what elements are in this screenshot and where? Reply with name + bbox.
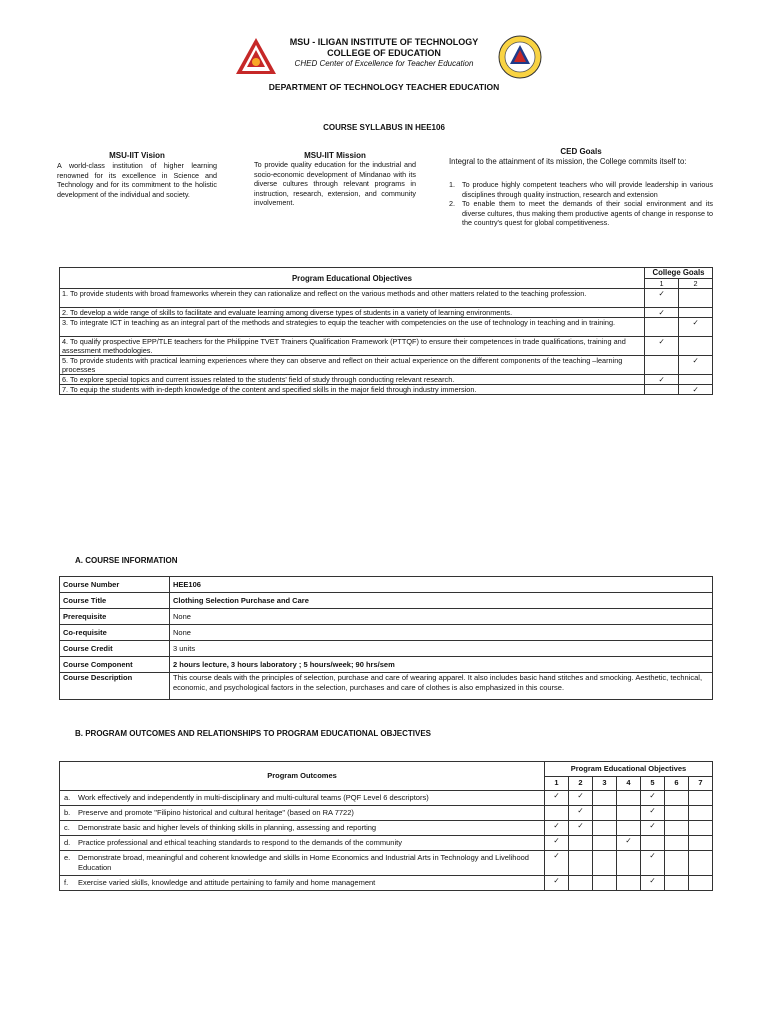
check-mark bbox=[689, 851, 713, 876]
check-mark: ✓ bbox=[545, 791, 569, 806]
peo-text: 2. To develop a wide range of skills to facilitate and evaluate learning among diverse types of students in a variety of learning environments. bbox=[60, 308, 645, 318]
program-outcome-text bbox=[60, 876, 545, 891]
check-mark bbox=[645, 356, 679, 375]
check-mark bbox=[593, 876, 617, 891]
program-outcomes-body bbox=[60, 791, 713, 891]
check-mark: ✓ bbox=[545, 876, 569, 891]
check-mark bbox=[641, 836, 665, 851]
check-mark: ✓ bbox=[679, 385, 713, 395]
outcome-description: Exercise varied skills, knowledge and attitude pertaining to family and home management bbox=[78, 878, 376, 887]
course-info-row bbox=[60, 657, 713, 673]
check-mark bbox=[569, 876, 593, 891]
goal-text: To enable them to meet the demands of their social environment and its diverse cultures, thus making them productive agents of change in response to the country's quest for global competitiveness. bbox=[462, 199, 713, 228]
program-outcome-text bbox=[60, 821, 545, 836]
course-component-value: 2 hours lecture, 3 hours laboratory ; 5 hours/week; 90 hrs/sem bbox=[170, 657, 713, 673]
check-mark: ✓ bbox=[545, 836, 569, 851]
course-info-row bbox=[60, 625, 713, 641]
check-mark bbox=[617, 806, 641, 821]
goal-number: 1. bbox=[449, 180, 455, 189]
program-outcome-text bbox=[60, 836, 545, 851]
check-mark bbox=[593, 791, 617, 806]
check-mark: ✓ bbox=[645, 289, 679, 308]
peo-text: 7. To equip the students with in-depth knowledge of the content and specified skills in the major field through industry immersion. bbox=[60, 385, 645, 395]
check-mark bbox=[593, 806, 617, 821]
course-number-value: HEE106 bbox=[170, 577, 713, 593]
course-info-row bbox=[60, 593, 713, 609]
peo-text: 3. To integrate ICT in teaching as an integral part of the methods and strategies to equip the teacher with competencies on the use of technology in teaching and in training. bbox=[60, 318, 645, 337]
outcome-description: Demonstrate broad, meaningful and coherent knowledge and skills in Home Economics and Industrial Arts in Technology and Livelihood Education bbox=[78, 853, 529, 872]
peo-row bbox=[60, 318, 713, 337]
program-outcome-row bbox=[60, 836, 713, 851]
ced-goal-item bbox=[449, 199, 713, 228]
program-outcome-text bbox=[60, 851, 545, 876]
peo-col: 2 bbox=[569, 776, 593, 791]
college-goals-header: College Goals bbox=[645, 268, 713, 279]
vision-heading: MSU-IIT Vision bbox=[109, 151, 165, 160]
institution-name: MSU - ILIGAN INSTITUTE OF TECHNOLOGY bbox=[289, 37, 479, 47]
course-info-label: Course Number bbox=[60, 577, 170, 593]
course-info-label: Course Description bbox=[60, 673, 170, 700]
peo-col: 1 bbox=[545, 776, 569, 791]
outcome-letter: d. bbox=[64, 838, 71, 847]
peo-row bbox=[60, 356, 713, 375]
course-title-value: Clothing Selection Purchase and Care bbox=[170, 593, 713, 609]
check-mark bbox=[665, 806, 689, 821]
outcome-letter: e. bbox=[64, 853, 71, 862]
check-mark: ✓ bbox=[569, 791, 593, 806]
department-name: DEPARTMENT OF TECHNOLOGY TEACHER EDUCATION bbox=[268, 82, 500, 92]
syllabus-title: COURSE SYLLABUS IN HEE106 bbox=[323, 123, 445, 132]
goal-col-1: 1 bbox=[645, 278, 679, 289]
peo-college-goals-table bbox=[59, 267, 713, 395]
check-mark: ✓ bbox=[569, 821, 593, 836]
course-info-row bbox=[60, 673, 713, 700]
check-mark: ✓ bbox=[645, 308, 679, 318]
program-outcomes-heading: B. PROGRAM OUTCOMES AND RELATIONSHIPS TO PROGRAM EDUCATIONAL OBJECTIVES bbox=[75, 729, 432, 738]
check-mark: ✓ bbox=[617, 836, 641, 851]
check-mark: ✓ bbox=[679, 356, 713, 375]
course-info-label: Course Title bbox=[60, 593, 170, 609]
check-mark: ✓ bbox=[641, 876, 665, 891]
check-mark bbox=[679, 375, 713, 385]
check-mark bbox=[645, 385, 679, 395]
course-info-label: Co-requisite bbox=[60, 625, 170, 641]
goal-number: 2. bbox=[449, 199, 455, 209]
course-description-value: This course deals with the principles of selection, purchase and care of wearing apparel. It also includes basic hand stitches and smocking. Aesthetic, technical, economic, and psychological factors in the selection, purchases and care of clothes is also emphasized in this course. bbox=[170, 673, 713, 700]
prerequisite-value: None bbox=[170, 609, 713, 625]
corequisite-value: None bbox=[170, 625, 713, 641]
check-mark: ✓ bbox=[641, 821, 665, 836]
check-mark bbox=[645, 318, 679, 337]
check-mark bbox=[679, 289, 713, 308]
program-outcome-text bbox=[60, 806, 545, 821]
peo-col: 7 bbox=[689, 776, 713, 791]
check-mark bbox=[689, 821, 713, 836]
college-name: COLLEGE OF EDUCATION bbox=[327, 48, 441, 58]
check-mark: ✓ bbox=[545, 821, 569, 836]
peo-row bbox=[60, 385, 713, 395]
outcome-letter: f. bbox=[64, 878, 69, 887]
check-mark: ✓ bbox=[641, 851, 665, 876]
outcome-description: Preserve and promote "Filipino historical and cultural heritage" (based on RA 7722) bbox=[78, 808, 354, 817]
program-outcome-text bbox=[60, 791, 545, 806]
check-mark bbox=[593, 851, 617, 876]
course-info-row bbox=[60, 609, 713, 625]
peo-row bbox=[60, 289, 713, 308]
peo-row bbox=[60, 375, 713, 385]
peo-row bbox=[60, 337, 713, 356]
ced-goal-item bbox=[449, 180, 713, 199]
course-info-label: Course Credit bbox=[60, 641, 170, 657]
check-mark bbox=[689, 876, 713, 891]
program-outcome-row bbox=[60, 851, 713, 876]
check-mark bbox=[689, 806, 713, 821]
peo-row bbox=[60, 308, 713, 318]
outcome-description: Practice professional and ethical teaching standards to respond to the demands of the community bbox=[78, 838, 402, 847]
peo-col: 5 bbox=[641, 776, 665, 791]
outcome-letter: b. bbox=[64, 808, 71, 817]
peo-cols-header: Program Educational Objectives bbox=[545, 762, 713, 777]
check-mark: ✓ bbox=[679, 318, 713, 337]
goal-text: To produce highly competent teachers who will provide leadership in various disciplines through quality instruction, research and extension bbox=[462, 180, 713, 199]
mission-heading: MSU-IIT Mission bbox=[304, 151, 366, 160]
course-info-table bbox=[59, 576, 713, 700]
ced-goals-heading: CED Goals bbox=[560, 147, 602, 156]
check-mark bbox=[617, 791, 641, 806]
check-mark bbox=[545, 806, 569, 821]
peo-text: 4. To qualify prospective EPP/TLE teachers for the Philippine TVET Trainers Qualification Framework (PTTQF) to ensure their competences in trade qualifications, training and assessment methodologies. bbox=[60, 337, 645, 356]
goal-col-2: 2 bbox=[679, 278, 713, 289]
check-mark: ✓ bbox=[569, 806, 593, 821]
peo-col: 4 bbox=[617, 776, 641, 791]
check-mark bbox=[593, 821, 617, 836]
program-outcomes-col-header: Program Outcomes bbox=[60, 762, 545, 791]
check-mark bbox=[679, 308, 713, 318]
check-mark bbox=[617, 851, 641, 876]
peo-text: 1. To provide students with broad frameworks wherein they can rationalize and reflect on the various methods and other matters related to the teaching profession. bbox=[60, 289, 645, 308]
check-mark: ✓ bbox=[645, 375, 679, 385]
course-credit-value: 3 units bbox=[170, 641, 713, 657]
course-info-row bbox=[60, 577, 713, 593]
program-outcomes-table bbox=[59, 761, 713, 891]
peo-text: 5. To provide students with practical learning experiences where they can observe and reflect on their actual experience on the different components of the teaching –learning processes bbox=[60, 356, 645, 375]
outcome-description: Work effectively and independently in multi-disciplinary and multi-cultural teams (PQF Level 6 descriptors) bbox=[78, 793, 429, 802]
program-outcome-row bbox=[60, 791, 713, 806]
outcome-description: Demonstrate basic and higher levels of thinking skills in planning, assessing and reporting bbox=[78, 823, 377, 832]
check-mark bbox=[569, 836, 593, 851]
check-mark bbox=[617, 876, 641, 891]
center-of-excellence: CHED Center of Excellence for Teacher Education bbox=[294, 59, 474, 68]
ced-goals-intro: Integral to the attainment of its mission, the College commits itself to: bbox=[449, 157, 687, 166]
course-info-heading: A. COURSE INFORMATION bbox=[75, 556, 178, 565]
outcome-letter: c. bbox=[64, 823, 70, 832]
mission-text: To provide quality education for the industrial and socio-economic development of Mindanao with its diverse cultures through relevant programs in instruction, research, extension, and community involvement. bbox=[254, 160, 416, 208]
check-mark bbox=[665, 851, 689, 876]
program-outcome-row bbox=[60, 821, 713, 836]
course-info-label: Course Component bbox=[60, 657, 170, 673]
check-mark bbox=[689, 791, 713, 806]
check-mark bbox=[679, 337, 713, 356]
vision-text: A world-class institution of higher learning renowned for its excellence in Science and Technology and for its commitment to the holistic development of the individual and society. bbox=[57, 161, 217, 199]
peo-col: 6 bbox=[665, 776, 689, 791]
check-mark: ✓ bbox=[641, 791, 665, 806]
outcome-letter: a. bbox=[64, 793, 71, 802]
check-mark bbox=[617, 821, 641, 836]
program-outcome-row bbox=[60, 876, 713, 891]
peo-text: 6. To explore special topics and current issues related to the students' field of study through conducting relevant research. bbox=[60, 375, 645, 385]
check-mark: ✓ bbox=[645, 337, 679, 356]
peo-header: Program Educational Objectives bbox=[60, 268, 645, 289]
ced-goals-list bbox=[449, 180, 713, 228]
peo-col: 3 bbox=[593, 776, 617, 791]
program-outcome-row bbox=[60, 806, 713, 821]
check-mark bbox=[593, 836, 617, 851]
course-info-row bbox=[60, 641, 713, 657]
check-mark bbox=[665, 791, 689, 806]
check-mark bbox=[665, 821, 689, 836]
course-info-label: Prerequisite bbox=[60, 609, 170, 625]
check-mark bbox=[665, 876, 689, 891]
check-mark: ✓ bbox=[641, 806, 665, 821]
check-mark bbox=[689, 836, 713, 851]
check-mark bbox=[569, 851, 593, 876]
check-mark: ✓ bbox=[545, 851, 569, 876]
check-mark bbox=[665, 836, 689, 851]
